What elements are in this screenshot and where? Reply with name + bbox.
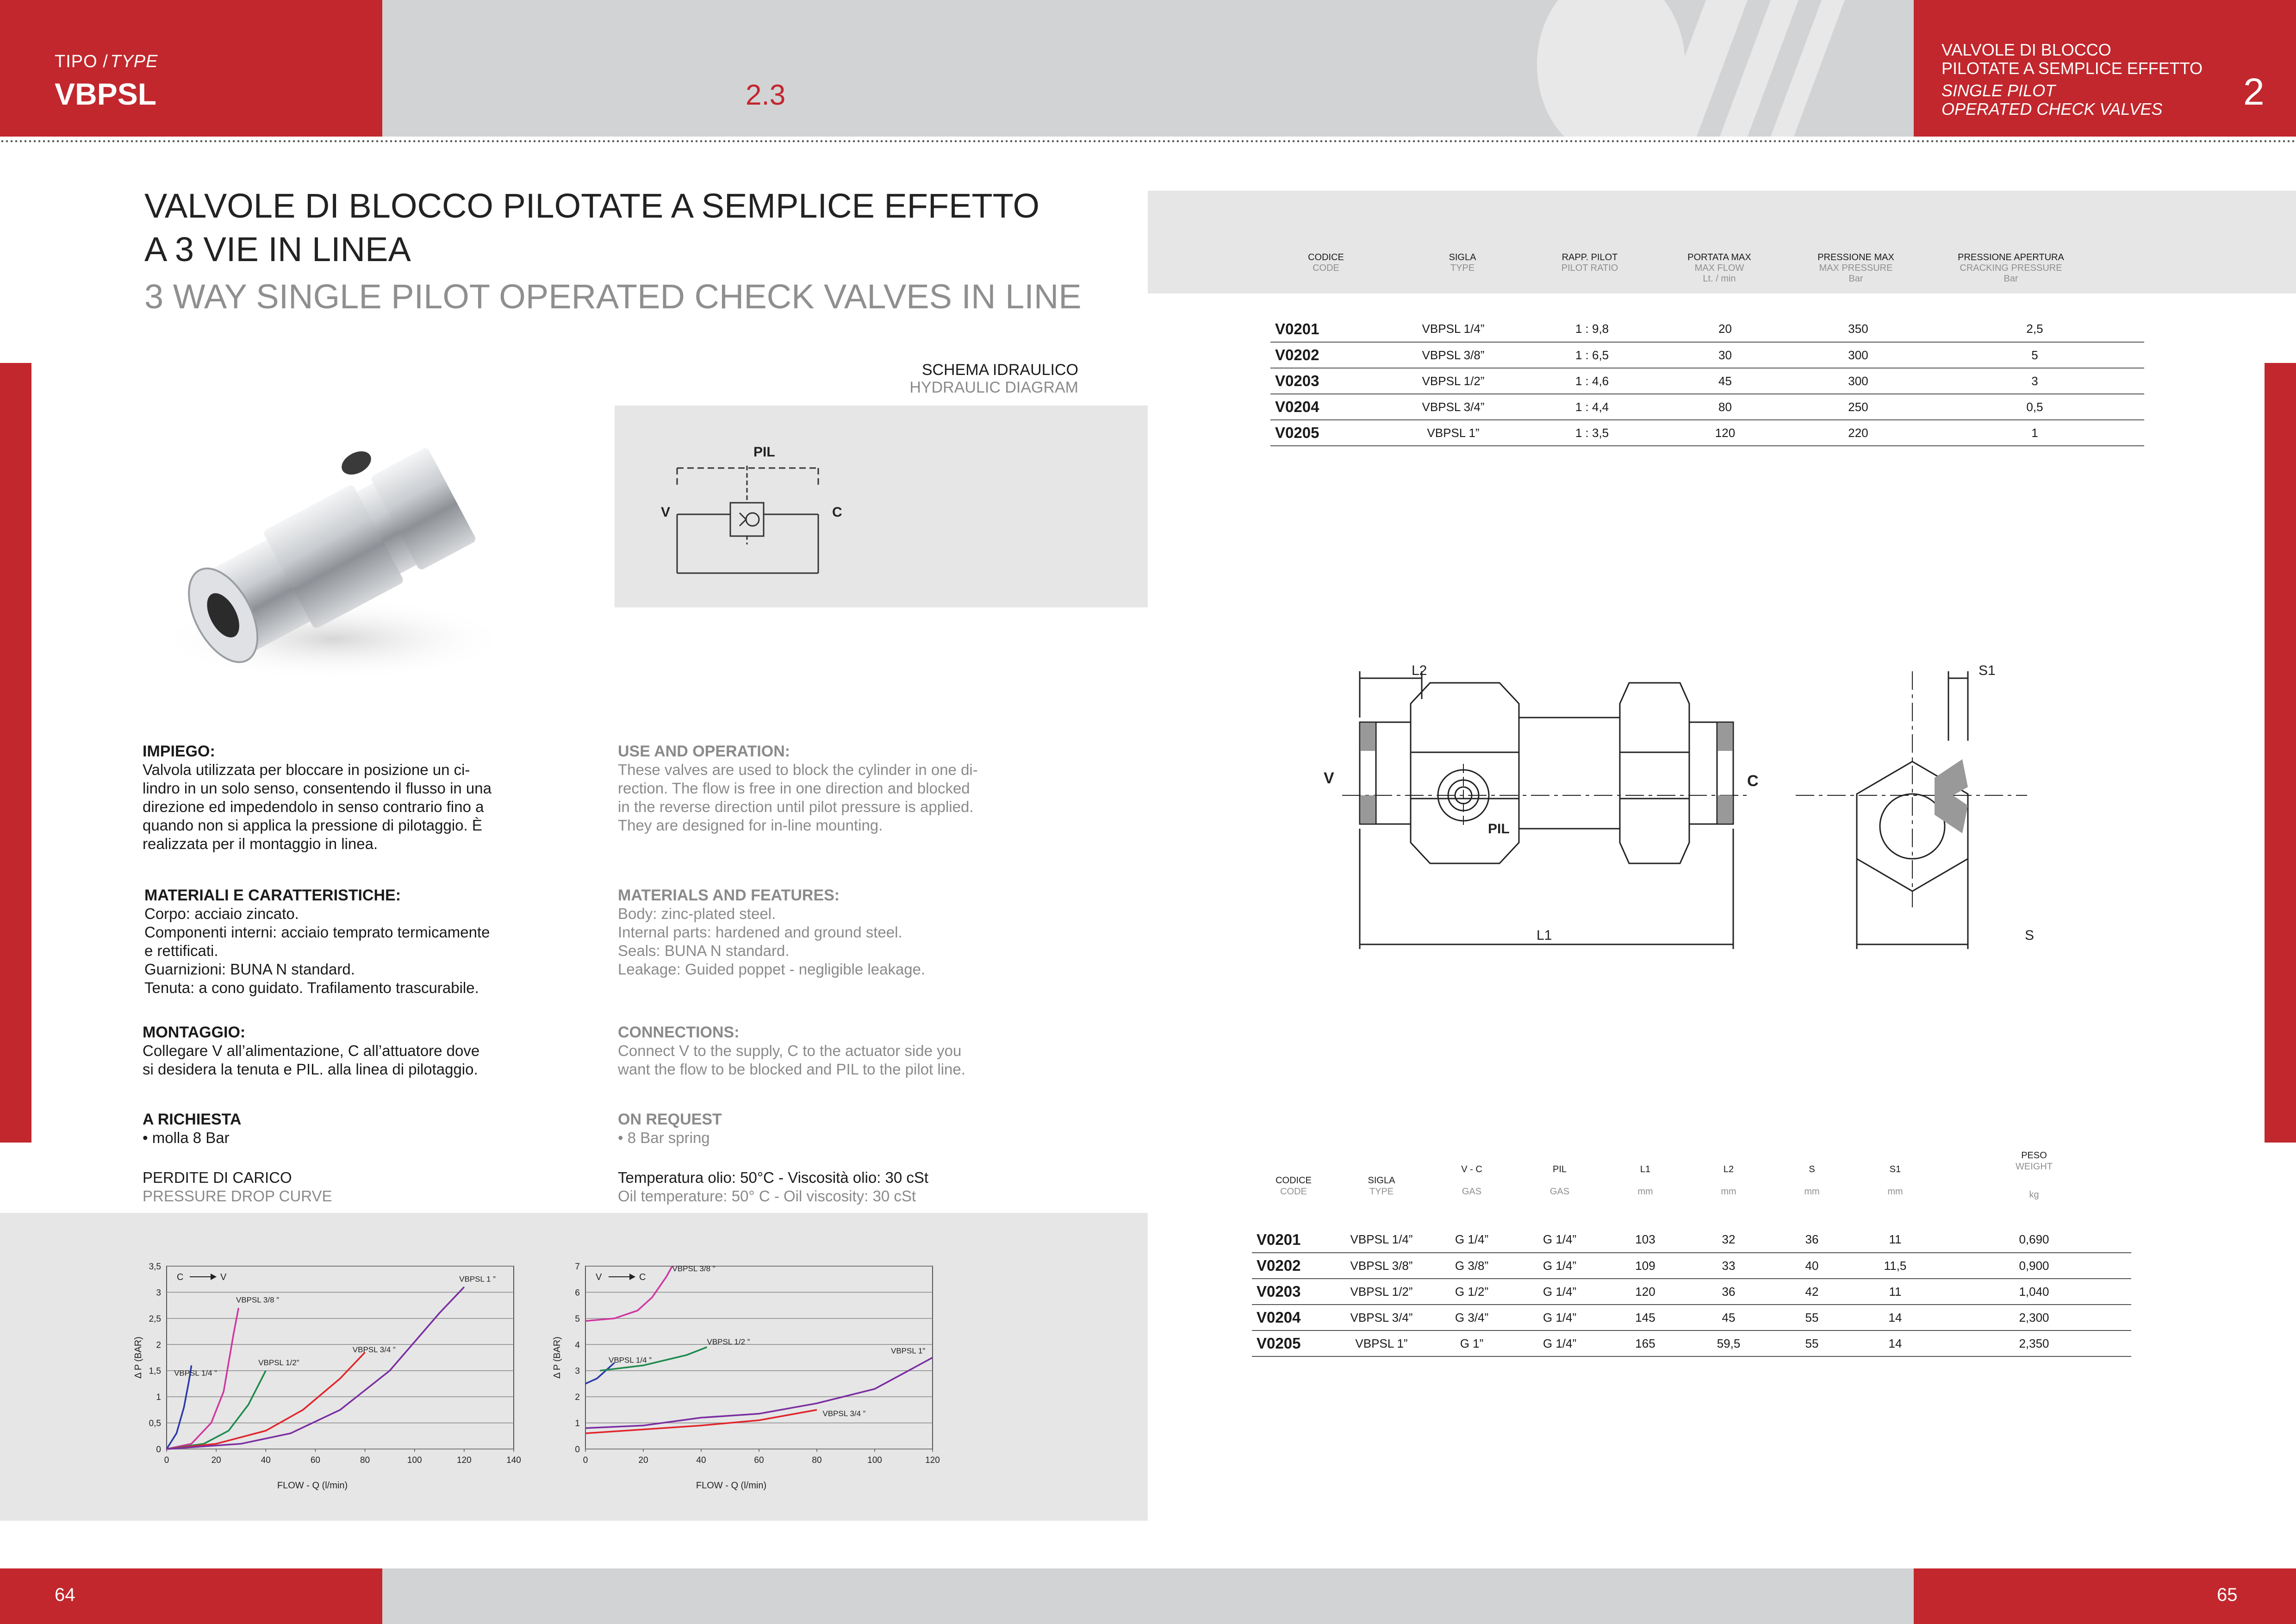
pressure-drop-it: PERDITE DI CARICO (143, 1169, 292, 1186)
table-cell: 120 (1659, 420, 1791, 446)
table-cell: G 1/2” (1428, 1279, 1516, 1305)
table2-header (1937, 1150, 2131, 1201)
table-cell: 59,5 (1687, 1330, 1770, 1356)
x-tick-label: 40 (696, 1455, 706, 1465)
table-cell: G 3/4” (1428, 1305, 1516, 1330)
table-cell: 32 (1687, 1227, 1770, 1253)
x-tick-label: 140 (506, 1455, 521, 1465)
table-row (1270, 420, 2144, 446)
table2-header-text: S1 (1889, 1164, 1901, 1174)
table-cell: 165 (1604, 1330, 1687, 1356)
y-tick-label: 1 (575, 1418, 580, 1429)
table2 (1252, 1227, 2131, 1357)
table2-header-text: mm (1887, 1187, 1903, 1197)
drawing-label-s1: S1 (1979, 663, 1996, 678)
table-cell: 300 (1791, 368, 1925, 394)
hydraulic-diagram-panel (615, 406, 1148, 607)
y-axis-label: Δ P (BAR) (133, 1337, 143, 1379)
table2-header-text: TYPE (1369, 1187, 1394, 1197)
table-cell: 120 (1604, 1279, 1687, 1305)
y-axis-label: Δ P (BAR) (552, 1337, 562, 1379)
drawing-label-v: V (1324, 769, 1334, 787)
table2-header (1687, 1150, 1770, 1201)
table2-header-text: L1 (1640, 1164, 1651, 1174)
pressure-drop-chart-c-to-v (125, 1250, 541, 1500)
table-cell: 145 (1604, 1305, 1687, 1330)
mounting-it-block (143, 1023, 513, 1079)
table-cell: 11,5 (1854, 1253, 1937, 1279)
table-cell: 350 (1791, 316, 1925, 342)
table-cell: VBPSL 1/2” (1335, 1279, 1428, 1305)
table2-header-text: V - C (1461, 1164, 1482, 1174)
y-tick-label: 1 (156, 1393, 161, 1403)
product-code: V0205 (1270, 420, 1381, 446)
table1-header-pilot-ratio: RAPP. PILOT PILOT RATIO (1561, 252, 1618, 273)
table-cell: VBPSL 3/8” (1381, 342, 1525, 368)
type-label: TYPE (110, 52, 158, 71)
y-tick-label: 1,5 (149, 1366, 161, 1376)
y-tick-label: 7 (575, 1262, 580, 1272)
product-code: V0205 (1252, 1330, 1335, 1356)
table-row (1252, 1279, 2131, 1305)
table-cell: 14 (1854, 1330, 1937, 1356)
y-tick-label: 3 (156, 1288, 161, 1298)
category-en-line2: OPERATED CHECK VALVES (1941, 100, 2163, 119)
table-cell: VBPSL 1” (1381, 420, 1525, 446)
series-label: VBPSL 3/4 ” (822, 1409, 866, 1418)
materials-it-heading: MATERIALI E CARATTERISTICHE: (144, 887, 401, 904)
materials-en-heading: MATERIALS AND FEATURES: (618, 887, 840, 904)
x-tick-label: 80 (360, 1455, 370, 1465)
table-row (1270, 368, 2144, 394)
table-cell: VBPSL 1/2” (1381, 368, 1525, 394)
mounting-en-block (618, 1023, 1034, 1079)
x-tick-label: 0 (164, 1455, 169, 1465)
table1-header-code: CODICE CODE (1308, 252, 1344, 273)
title-en: 3 WAY SINGLE PILOT OPERATED CHECK VALVES IN LINE (144, 277, 1082, 316)
footer-middle (382, 1568, 1914, 1624)
x-axis-label: FLOW - Q (l/min) (696, 1480, 767, 1491)
drawing-label-l2: L2 (1412, 663, 1427, 678)
right-side-bar (2265, 363, 2296, 1143)
table-cell: 1 (1925, 420, 2144, 446)
table2-header (1428, 1150, 1516, 1201)
y-tick-label: 0,5 (149, 1418, 161, 1429)
table2-header-text: PESO (2021, 1150, 2047, 1161)
table2-headers (1252, 1150, 2131, 1201)
table1-header-max-pressure: PRESSIONE MAX MAX PRESSURE Bar (1817, 252, 1894, 284)
mounting-it-text: Collegare V all’alimentazione, C all’attuatore dove si desidera la tenuta e PIL. alla linea di pilotaggio. (143, 1042, 480, 1078)
on-request-en-block (618, 1110, 1034, 1147)
table2-header (1516, 1150, 1604, 1201)
on-request-it-block (143, 1110, 513, 1147)
table-cell: G 1/4” (1516, 1279, 1604, 1305)
table-cell: 1 : 4,6 (1525, 368, 1659, 394)
schema-port-pil: PIL (753, 444, 775, 460)
product-code: V0204 (1270, 394, 1381, 420)
x-tick-label: 120 (925, 1455, 940, 1465)
y-tick-label: 2 (575, 1393, 580, 1403)
series-line (585, 1410, 817, 1433)
plot-frame (167, 1266, 514, 1449)
direction-from: C (177, 1272, 184, 1282)
table2-header (1604, 1150, 1687, 1201)
table-cell: 1,040 (1937, 1279, 2131, 1305)
mounting-en-heading: CONNECTIONS: (618, 1024, 740, 1041)
page-number-right: 65 (2217, 1585, 2238, 1605)
table-cell: 30 (1659, 342, 1791, 368)
on-request-en-heading: ON REQUEST (618, 1111, 722, 1128)
direction-from: V (596, 1272, 602, 1282)
table2-header-text: GAS (1462, 1187, 1482, 1197)
product-code: V0203 (1270, 368, 1381, 394)
series-label: VBPSL 1/4 ” (174, 1368, 217, 1378)
y-tick-label: 5 (575, 1314, 580, 1324)
series-label: VBPSL 1/2 ” (707, 1337, 750, 1346)
dimension-drawing (1296, 648, 2138, 972)
table-cell: 40 (1770, 1253, 1854, 1279)
table2-header-text: mm (1637, 1187, 1653, 1197)
series-line (585, 1363, 615, 1384)
table-cell: G 1/4” (1516, 1227, 1604, 1253)
direction-to: V (220, 1272, 227, 1282)
table-cell: 11 (1854, 1227, 1937, 1253)
table-cell: 300 (1791, 342, 1925, 368)
drawing-label-pil: PIL (1488, 821, 1510, 837)
chapter-number: 2 (2243, 71, 2265, 113)
table-cell: 36 (1687, 1279, 1770, 1305)
series-label: VBPSL 1” (891, 1346, 926, 1355)
series-line (585, 1358, 933, 1428)
dotted-rule (0, 139, 2296, 144)
x-tick-label: 100 (867, 1455, 882, 1465)
table-cell: G 1/4” (1516, 1253, 1604, 1279)
table-cell: VBPSL 3/4” (1335, 1305, 1428, 1330)
table-cell: 0,5 (1925, 394, 2144, 420)
drawing-label-s: S (2025, 928, 2035, 943)
table-cell: 2,300 (1937, 1305, 2131, 1330)
x-axis-label: FLOW - Q (l/min) (277, 1480, 348, 1491)
table2-header-text: CODE (1280, 1187, 1307, 1197)
table-cell: VBPSL 1” (1335, 1330, 1428, 1356)
x-tick-label: 60 (310, 1455, 320, 1465)
table2-header (1335, 1150, 1428, 1201)
table-cell: 42 (1770, 1279, 1854, 1305)
category-it-line2: PILOTATE A SEMPLICE EFFETTO (1941, 59, 2203, 78)
table-cell: 2,350 (1937, 1330, 2131, 1356)
table-cell: 3 (1925, 368, 2144, 394)
x-tick-label: 80 (812, 1455, 822, 1465)
table-cell: 55 (1770, 1305, 1854, 1330)
x-tick-label: 20 (211, 1455, 221, 1465)
table-row (1270, 316, 2144, 342)
table-row (1252, 1227, 2131, 1253)
on-request-it-item: • molla 8 Bar (143, 1129, 230, 1146)
table-cell: 0,690 (1937, 1227, 2131, 1253)
table-cell: 45 (1659, 368, 1791, 394)
table2-header (1252, 1150, 1335, 1201)
table-cell: 11 (1854, 1279, 1937, 1305)
table-row (1270, 342, 2144, 368)
mounting-en-text: Connect V to the supply, C to the actuator side you want the flow to be blocked and PIL to the pilot line. (618, 1042, 965, 1078)
table-row (1270, 394, 2144, 420)
header-left-block (0, 0, 382, 137)
table2-header-text: GAS (1549, 1187, 1570, 1197)
section-number: 2.3 (746, 79, 786, 111)
y-tick-label: 2 (156, 1340, 161, 1350)
series-label: VBPSL 3/8 ” (236, 1295, 279, 1305)
table-cell: VBPSL 1/4” (1335, 1227, 1428, 1253)
table2-header-text: kg (2029, 1190, 2039, 1200)
table-cell: 109 (1604, 1253, 1687, 1279)
table-cell: 55 (1770, 1330, 1854, 1356)
title-it-line2: A 3 VIE IN LINEA (144, 230, 411, 269)
pressure-drop-caption (143, 1168, 513, 1206)
table-cell: 0,900 (1937, 1253, 2131, 1279)
x-tick-label: 40 (261, 1455, 271, 1465)
x-tick-label: 60 (754, 1455, 764, 1465)
product-code: V0202 (1270, 342, 1381, 368)
left-side-bar (0, 363, 31, 1143)
materials-it-block (144, 886, 515, 997)
product-photo (139, 407, 555, 694)
table2-header-text: PIL (1552, 1164, 1567, 1174)
table2-header-text: S (1809, 1164, 1815, 1174)
category-it-line1: VALVOLE DI BLOCCO (1941, 40, 2111, 59)
product-code: V0202 (1252, 1253, 1335, 1279)
oil-conditions-it: Temperatura olio: 50°C - Viscosità olio: 30 cSt (618, 1169, 929, 1186)
table-cell: 45 (1687, 1305, 1770, 1330)
x-tick-label: 0 (583, 1455, 588, 1465)
schema-port-c: C (832, 505, 842, 520)
drawing-label-c: C (1747, 772, 1759, 790)
direction-arrowhead-icon (629, 1274, 635, 1280)
table-cell: G 1/4” (1428, 1227, 1516, 1253)
table-cell: VBPSL 1/4” (1381, 316, 1525, 342)
usage-en-block (618, 742, 1034, 835)
usage-it-block (143, 742, 513, 853)
page-number-left: 64 (55, 1585, 75, 1605)
y-tick-label: 3,5 (149, 1262, 161, 1272)
on-request-it-heading: A RICHIESTA (143, 1111, 242, 1128)
table-cell: 14 (1854, 1305, 1937, 1330)
usage-en-heading: USE AND OPERATION: (618, 743, 790, 760)
footer-right (1914, 1568, 2296, 1624)
schema-port-v: V (661, 505, 671, 520)
table-row (1252, 1253, 2131, 1279)
product-code: V0201 (1270, 316, 1381, 342)
table-cell: G 1/4” (1516, 1330, 1604, 1356)
oil-conditions (618, 1168, 1034, 1206)
table-cell: 2,5 (1925, 316, 2144, 342)
on-request-en-item: • 8 Bar spring (618, 1129, 710, 1146)
direction-arrowhead-icon (211, 1274, 217, 1280)
title-it-line1: VALVOLE DI BLOCCO PILOTATE A SEMPLICE EFFETTO (144, 187, 1040, 225)
x-tick-label: 120 (457, 1455, 472, 1465)
table-cell: 80 (1659, 394, 1791, 420)
table1-header-type: SIGLA TYPE (1449, 252, 1476, 273)
category-en-line1: SINGLE PILOT (1941, 81, 2056, 100)
y-tick-label: 3 (575, 1366, 580, 1376)
table2-header-text: CODICE (1276, 1175, 1312, 1186)
table-cell: G 3/8” (1428, 1253, 1516, 1279)
y-tick-label: 4 (575, 1340, 580, 1350)
table-cell: 5 (1925, 342, 2144, 368)
table-cell: G 1” (1428, 1330, 1516, 1356)
series-label: VBPSL 1/2” (258, 1358, 299, 1368)
schema-caption-it: SCHEMA IDRAULICO (921, 361, 1078, 379)
table2-header (1854, 1150, 1937, 1201)
series-line (167, 1287, 464, 1449)
product-code: V0201 (1252, 1227, 1335, 1253)
drawing-label-l1: L1 (1537, 928, 1552, 943)
schema-caption (787, 361, 1078, 396)
table-cell: 1 : 9,8 (1525, 316, 1659, 342)
table2-header-text: WEIGHT (2016, 1162, 2053, 1172)
table1-header-cracking-pressure: PRESSIONE APERTURA CRACKING PRESSURE Bar (1958, 252, 2064, 284)
table2-header-text: L2 (1723, 1164, 1734, 1174)
usage-en-text: These valves are used to block the cylinder in one di- rection. The flow is free in one direction and blocked in the reverse direction until pilot pressure is applied. They are designed for in-line mounting. (618, 761, 978, 834)
y-tick-label: 0 (156, 1445, 161, 1455)
type-value: VBPSL (55, 77, 157, 111)
table2-header-text: mm (1721, 1187, 1736, 1197)
header-decoration (1530, 0, 1914, 137)
table-cell: 1 : 3,5 (1525, 420, 1659, 446)
table2-header-text: SIGLA (1368, 1175, 1395, 1186)
table-cell: VBPSL 3/4” (1381, 394, 1525, 420)
series-label: VBPSL 1 ” (459, 1274, 496, 1284)
materials-it-text: Corpo: acciaio zincato. Componenti interni: acciaio temprato termicamente e rettificati. Guarnizioni: BUNA N standard. Tenuta: a cono guidato. Trafilamento trascurabile. (144, 905, 490, 996)
materials-en-block (618, 886, 1034, 979)
type-caption (55, 52, 158, 72)
table-row (1252, 1330, 2131, 1356)
tipo-label: TIPO / (55, 52, 108, 71)
table-cell: 1 : 6,5 (1525, 342, 1659, 368)
product-code: V0204 (1252, 1305, 1335, 1330)
table-cell: 1 : 4,4 (1525, 394, 1659, 420)
table2-header-text: mm (1804, 1187, 1820, 1197)
header-middle-band (382, 0, 1914, 137)
table-cell: G 1/4” (1516, 1305, 1604, 1330)
product-code: V0203 (1252, 1279, 1335, 1305)
usage-it-text: Valvola utilizzata per bloccare in posizione un ci- lindro in un solo senso, consentendo il flusso in una direzione ed impedendolo in senso contrario fino a quando non si applica la pressione di pilotaggio. È realizzata per il montaggio in linea. (143, 761, 492, 852)
oil-conditions-en: Oil temperature: 50° C - Oil viscosity: 30 cSt (618, 1187, 916, 1205)
header-right-block (1914, 0, 2296, 137)
materials-en-text: Body: zinc-plated steel. Internal parts: hardened and ground steel. Seals: BUNA N standard. Leakage: Guided poppet - negligible leakage. (618, 905, 926, 978)
usage-it-heading: IMPIEGO: (143, 743, 215, 760)
direction-to: C (639, 1272, 646, 1282)
series-line (167, 1365, 192, 1449)
y-tick-label: 0 (575, 1445, 580, 1455)
pressure-drop-en: PRESSURE DROP CURVE (143, 1187, 332, 1205)
x-tick-label: 20 (638, 1455, 648, 1465)
series-label: VBPSL 3/4 ” (352, 1345, 396, 1354)
footer-left (0, 1568, 382, 1624)
table-row (1252, 1305, 2131, 1330)
table1-header-max-flow: PORTATA MAX MAX FLOW Lt. / min (1687, 252, 1751, 284)
pressure-drop-chart-v-to-c (544, 1250, 970, 1500)
y-tick-label: 6 (575, 1288, 580, 1298)
table-cell: 103 (1604, 1227, 1687, 1253)
y-tick-label: 2,5 (149, 1314, 161, 1324)
table-cell: VBPSL 3/8” (1335, 1253, 1428, 1279)
table1 (1270, 316, 2144, 446)
table-cell: 36 (1770, 1227, 1854, 1253)
mounting-it-heading: MONTAGGIO: (143, 1024, 246, 1041)
series-label: VBPSL 1/4 ” (609, 1355, 652, 1365)
hydraulic-diagram (615, 406, 1148, 607)
table-cell: 33 (1687, 1253, 1770, 1279)
table-cell: 20 (1659, 316, 1791, 342)
x-tick-label: 100 (407, 1455, 422, 1465)
table2-header (1770, 1150, 1854, 1201)
schema-caption-en: HYDRAULIC DIAGRAM (909, 379, 1078, 396)
table-cell: 220 (1791, 420, 1925, 446)
table-cell: 250 (1791, 394, 1925, 420)
series-label: VBPSL 3/8 ” (672, 1264, 716, 1273)
